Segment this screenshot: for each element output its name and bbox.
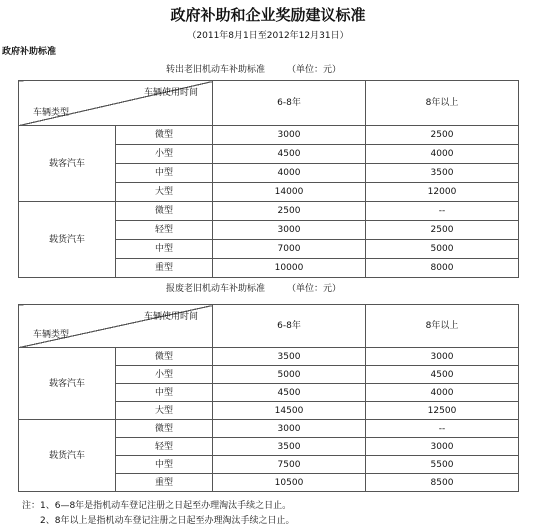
value-cell: 3500 [366, 164, 519, 183]
vehicle-type-cell: 轻型 [116, 221, 213, 240]
value-cell: 4000 [213, 164, 366, 183]
vehicle-type-cell: 微型 [116, 126, 213, 145]
value-cell: -- [366, 420, 519, 438]
value-cell: 2500 [366, 126, 519, 145]
category-cell: 载客汽车 [19, 348, 116, 420]
table-header-row [19, 305, 519, 348]
vehicle-type-cell: 轻型 [116, 438, 213, 456]
vehicle-type-cell: 中型 [116, 164, 213, 183]
value-cell: 2500 [366, 221, 519, 240]
value-cell: 2500 [213, 202, 366, 221]
caption-text: 报废老旧机动车补助标准 [166, 284, 266, 294]
table-header-row [19, 81, 519, 126]
value-cell: 3000 [213, 221, 366, 240]
header-usage-time: 车辆使用时间 [143, 312, 198, 322]
vehicle-type-cell: 中型 [116, 456, 213, 474]
unit-label: （单位：元） [287, 284, 342, 294]
vehicle-type-cell: 微型 [116, 420, 213, 438]
table-row [19, 348, 519, 366]
value-cell: 4500 [213, 145, 366, 164]
note-1: 注：1、6—8年是指机动车登记注册之日起至办理淘汰手续之日止。 [22, 501, 292, 511]
subsidy-table-scrap [18, 304, 519, 492]
footnotes [22, 499, 294, 529]
value-cell: 12000 [366, 183, 519, 202]
value-cell: 7000 [213, 240, 366, 259]
value-cell: 5000 [366, 240, 519, 259]
header-6-8-years: 6-8年 [213, 81, 366, 126]
date-range-subtitle: （2011年8月1日至2012年12月31日） [187, 31, 349, 41]
value-cell: 14500 [213, 402, 366, 420]
vehicle-type-cell: 中型 [116, 240, 213, 259]
value-cell: 10000 [213, 259, 366, 278]
category-cell: 载客汽车 [19, 126, 116, 202]
diagonal-header-cell [19, 81, 213, 126]
category-cell: 载货汽车 [19, 420, 116, 492]
header-vehicle-type: 车辆类型 [33, 108, 70, 118]
value-cell: 8500 [366, 474, 519, 492]
value-cell: 3000 [213, 420, 366, 438]
value-cell: 3500 [213, 438, 366, 456]
header-6-8-years: 6-8年 [213, 305, 366, 348]
vehicle-type-cell: 重型 [116, 259, 213, 278]
category-cell: 载货汽车 [19, 202, 116, 278]
unit-label: （单位：元） [287, 65, 342, 75]
diagonal-header-cell [19, 305, 213, 348]
vehicle-type-cell: 中型 [116, 384, 213, 402]
value-cell: 10500 [213, 474, 366, 492]
caption-text: 转出老旧机动车补助标准 [166, 65, 266, 75]
page-title: 政府补助和企业奖励建议标准 [170, 6, 366, 24]
vehicle-type-cell: 微型 [116, 348, 213, 366]
value-cell: 5500 [366, 456, 519, 474]
value-cell: 4000 [366, 145, 519, 164]
table-caption-scrap [166, 283, 341, 295]
table-caption-transfer [166, 64, 341, 76]
value-cell: 8000 [366, 259, 519, 278]
value-cell: 7500 [213, 456, 366, 474]
vehicle-type-cell: 微型 [116, 202, 213, 221]
value-cell: 3000 [213, 126, 366, 145]
vehicle-type-cell: 大型 [116, 402, 213, 420]
vehicle-type-cell: 小型 [116, 145, 213, 164]
vehicle-type-cell: 大型 [116, 183, 213, 202]
value-cell: 3000 [366, 348, 519, 366]
value-cell: 3000 [366, 438, 519, 456]
subsidy-table-transfer [18, 80, 519, 278]
table-row [19, 126, 519, 145]
table-row [19, 420, 519, 438]
header-usage-time: 车辆使用时间 [143, 88, 198, 98]
value-cell: 5000 [213, 366, 366, 384]
header-vehicle-type: 车辆类型 [33, 330, 70, 340]
value-cell: 4000 [366, 384, 519, 402]
vehicle-type-cell: 重型 [116, 474, 213, 492]
header-over-8-years: 8年以上 [366, 81, 519, 126]
value-cell: 12500 [366, 402, 519, 420]
value-cell: -- [366, 202, 519, 221]
vehicle-type-cell: 小型 [116, 366, 213, 384]
table-row [19, 202, 519, 221]
header-over-8-years: 8年以上 [366, 305, 519, 348]
value-cell: 14000 [213, 183, 366, 202]
section-heading: 政府补助标准 [2, 47, 57, 57]
value-cell: 4500 [213, 384, 366, 402]
value-cell: 3500 [213, 348, 366, 366]
value-cell: 4500 [366, 366, 519, 384]
note-2: 2、8年以上是指机动车登记注册之日起至办理淘汰手续之日止。 [40, 516, 295, 526]
